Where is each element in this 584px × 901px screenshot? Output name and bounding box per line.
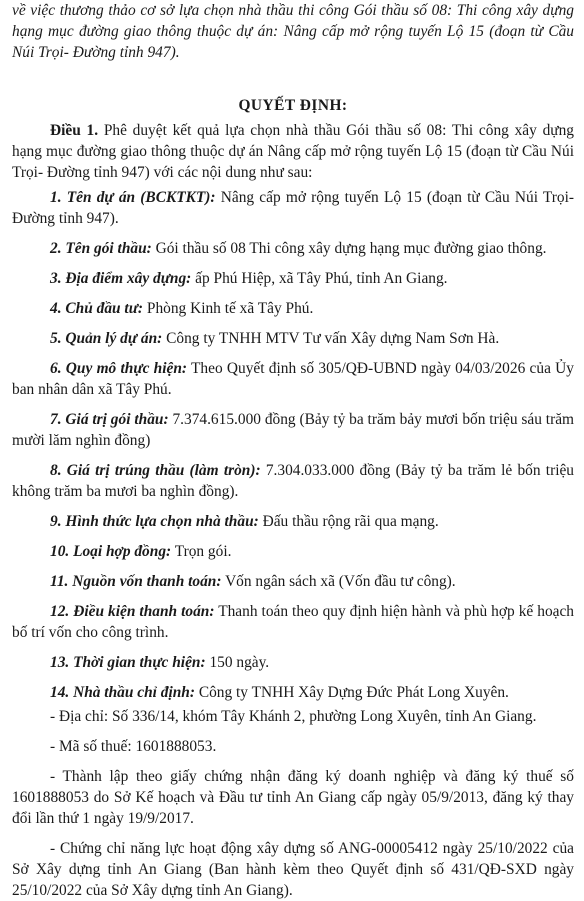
contractor-detail: - Chứng chỉ năng lực hoạt động xây dựng số ANG-00005412 ngày 25/10/2022 của Sở Xây dựng tỉnh An Giang (Ban hành kèm theo Quyết định số 431/QĐ-SXD ngày 25/10/2022 của Sở Xây dựng tỉnh An Giang). bbox=[12, 840, 574, 899]
contractor-detail: - Mã số thuế: 1601888053. bbox=[50, 738, 217, 755]
item-value: 7.304.033.000 đồng (Bảy tỷ ba trăm lẻ bốn triệu không trăm ba mươi ba nghìn đồng). bbox=[12, 462, 575, 500]
list-item bbox=[12, 652, 574, 673]
list-item bbox=[12, 460, 574, 502]
list-item bbox=[12, 571, 574, 592]
list-item bbox=[12, 541, 574, 562]
item-label: 7. Giá trị gói thầu: bbox=[50, 411, 169, 428]
item-value: 7.374.615.000 đồng (Bảy tỷ ba trăm bảy mươi bốn triệu sáu trăm mười lăm nghìn đồng) bbox=[12, 411, 574, 449]
intro-text: về việc thương thảo cơ sở lựa chọn nhà thầu thi công Gói thầu số 08: Thi công xây dựng hạng mục đường giao thông thuộc dự án: Nâng cấp mở rộng tuyến Lộ 15 (đoạn từ Cầu Núi Trọi- Đường tỉnh 947). bbox=[12, 2, 574, 61]
list-item bbox=[12, 601, 574, 643]
item-value: Công ty TNHH Xây Dựng Đức Phát Long Xuyên. bbox=[194, 684, 509, 701]
article-1 bbox=[12, 120, 574, 183]
item-value: Vốn ngân sách xã (Vốn đầu tư công). bbox=[221, 573, 456, 590]
item-value: Nâng cấp mở rộng tuyến Lộ 15 (đoạn từ Cầu Núi Trọi- Đường tỉnh 947). bbox=[12, 189, 574, 227]
item-label: 2. Tên gói thầu: bbox=[50, 240, 152, 257]
item-value: ấp Phú Hiệp, xã Tây Phú, tỉnh An Giang. bbox=[191, 270, 448, 287]
item-label: 12. Điều kiện thanh toán: bbox=[50, 603, 215, 620]
list-item bbox=[12, 298, 574, 319]
contractor-details bbox=[12, 706, 574, 901]
item-value: Trọn gói. bbox=[171, 543, 232, 560]
item-value: Phòng Kinh tế xã Tây Phú. bbox=[143, 300, 314, 317]
item-label: 11. Nguồn vốn thanh toán: bbox=[50, 573, 222, 590]
list-item bbox=[12, 511, 574, 532]
list-item bbox=[12, 238, 574, 259]
item-label: 13. Thời gian thực hiện: bbox=[50, 654, 206, 671]
list-item bbox=[12, 268, 574, 289]
item-value: Đấu thầu rộng rãi qua mạng. bbox=[258, 513, 439, 530]
contractor-detail: - Thành lập theo giấy chứng nhận đăng ký doanh nghiệp và đăng ký thuế số 1601888053 do Sở Kế hoạch và Đầu tư tỉnh An Giang cấp ngày 05/9/2013, đăng ký thay đổi lần thứ 1 ngày 19/9/2017. bbox=[12, 768, 574, 827]
item-value: Thanh toán theo quy định hiện hành và phù hợp kế hoạch bố trí vốn cho công trình. bbox=[12, 603, 574, 641]
article-text: Phê duyệt kết quả lựa chọn nhà thầu Gói thầu số 08: Thi công xây dựng hạng mục đường giao thông thuộc dự án Nâng cấp mở rộng tuyến Lộ 15 (đoạn từ Cầu Núi Trọi- Đường tỉnh 947) với các nội dung như sau: bbox=[12, 122, 574, 181]
item-label: 1. Tên dự án (BCKTKT): bbox=[50, 189, 216, 206]
item-label: 10. Loại hợp đồng: bbox=[50, 543, 172, 560]
item-label: 4. Chủ đầu tư: bbox=[50, 300, 144, 317]
item-list bbox=[12, 187, 574, 703]
item-label: 14. Nhà thầu chỉ định: bbox=[50, 684, 195, 701]
item-label: 5. Quản lý dự án: bbox=[50, 330, 163, 347]
list-item bbox=[12, 358, 574, 400]
item-value: Gói thầu số 08 Thi công xây dựng hạng mục đường giao thông. bbox=[151, 240, 547, 257]
list-item bbox=[12, 409, 574, 451]
item-value: Công ty TNHH MTV Tư vấn Xây dựng Nam Sơn Hà. bbox=[162, 330, 500, 347]
item-label: 9. Hình thức lựa chọn nhà thầu: bbox=[50, 513, 259, 530]
article-label: Điều 1. bbox=[50, 122, 99, 139]
list-item bbox=[12, 682, 574, 703]
item-value: Theo Quyết định số 305/QĐ-UBND ngày 04/03/2026 của Ủy ban nhân dân xã Tây Phú. bbox=[12, 360, 574, 398]
contractor-detail: - Địa chỉ: Số 336/14, khóm Tây Khánh 2, phường Long Xuyên, tỉnh An Giang. bbox=[50, 708, 537, 725]
list-item bbox=[12, 328, 574, 349]
item-label: 6. Quy mô thực hiện: bbox=[50, 360, 188, 377]
item-label: 3. Địa điểm xây dựng: bbox=[50, 270, 192, 287]
item-value: 150 ngày. bbox=[205, 654, 270, 671]
decision-heading: QUYẾT ĐỊNH: bbox=[238, 97, 348, 114]
item-label: 8. Giá trị trúng thầu (làm tròn): bbox=[50, 462, 261, 479]
list-item bbox=[12, 187, 574, 229]
